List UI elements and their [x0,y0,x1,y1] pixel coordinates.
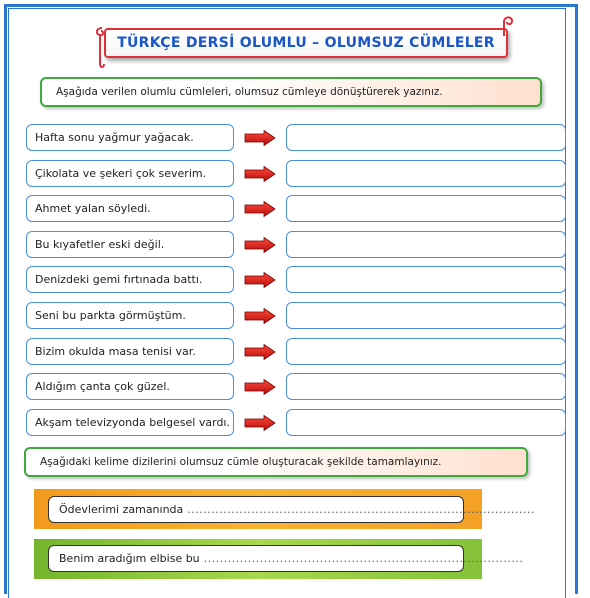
title-banner [96,20,516,62]
answer-box[interactable] [286,124,566,151]
sentence-box [26,338,234,365]
arrow-right-icon [244,308,276,324]
sentence-box [26,409,234,436]
sentence-text: Akşam televizyonda belgesel vardı. [35,416,230,429]
sentence-text: Bu kıyafetler eski değil. [35,238,165,251]
instruction-text-2: Aşağıdaki kelime dizilerini olumsuz cümle oluşturacak şekilde tamamlayınız. [40,456,442,468]
page-title: TÜRKÇE DERSİ OLUMLU – OLUMSUZ CÜMLELER [104,28,508,58]
sentence-box [26,302,234,329]
sentence-text: Aldığım çanta çok güzel. [35,380,170,393]
completion-box-1[interactable] [48,496,535,523]
answer-box[interactable] [286,409,566,436]
answer-box[interactable] [286,231,566,258]
instruction-text-1: Aşağıda verilen olumlu cümleleri, olumsuz cümleye dönüştürerek yazınız. [56,86,443,98]
completion-box-2[interactable] [48,545,524,572]
scroll-curl-right-icon [500,14,520,44]
answer-box[interactable] [286,195,566,222]
arrow-right-icon [244,415,276,431]
answer-box[interactable] [286,338,566,365]
sentence-text: Seni bu parkta görmüştüm. [35,309,186,322]
completion-prefix-2: Benim aradığım elbise bu [59,552,200,565]
arrow-right-icon [244,272,276,288]
sentence-text: Hafta sonu yağmur yağacak. [35,131,194,144]
instruction-box-1 [40,77,542,107]
arrow-right-icon [244,130,276,146]
sentence-text: Denizdeki gemi fırtınada battı. [35,273,203,286]
sentence-box [26,195,234,222]
completion-blank-2[interactable]: ................................................................................ [203,552,524,565]
instruction-box-2 [24,447,528,477]
sentence-box [26,124,234,151]
arrow-right-icon [244,344,276,360]
arrow-right-icon [244,201,276,217]
arrow-right-icon [244,379,276,395]
answer-box[interactable] [286,302,566,329]
completion-prefix-1: Ödevlerimi zamanında [59,503,184,516]
completion-blank-1[interactable]: ....................................................................................... [187,503,535,516]
sentence-box [26,160,234,187]
arrow-right-icon [244,166,276,182]
answer-box[interactable] [286,266,566,293]
sentence-box [26,231,234,258]
answer-box[interactable] [286,373,566,400]
sentence-text: Çikolata ve şekeri çok severim. [35,167,207,180]
sentence-text: Bizim okulda masa tenisi var. [35,345,196,358]
sentence-box [26,266,234,293]
sentence-box [26,373,234,400]
answer-box[interactable] [286,160,566,187]
arrow-right-icon [244,237,276,253]
sentence-text: Ahmet yalan söyledi. [35,202,151,215]
